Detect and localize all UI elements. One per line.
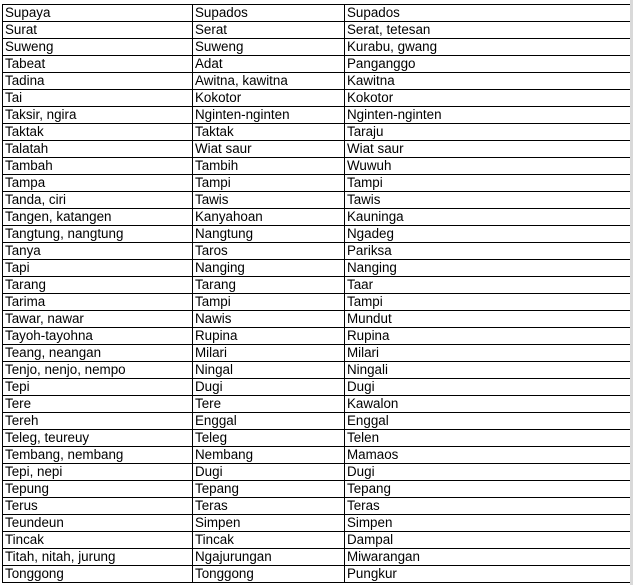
table-cell[interactable]: Tapi	[3, 260, 193, 277]
table-cell[interactable]: Suweng	[3, 39, 193, 56]
table-cell[interactable]: Talatah	[3, 141, 193, 158]
table-row	[3, 39, 631, 56]
table-cell[interactable]: Awitna, kawitna	[193, 73, 345, 90]
table-cell[interactable]: Taktak	[3, 124, 193, 141]
table-cell[interactable]: Tampi	[193, 294, 345, 311]
table-body	[3, 5, 631, 583]
table-header-row	[3, 5, 631, 22]
table-cell[interactable]: Tepi, nepi	[3, 464, 193, 481]
table-cell[interactable]: Rupina	[345, 328, 631, 345]
table-row	[3, 294, 631, 311]
table-cell[interactable]: Tarang	[193, 277, 345, 294]
table-row	[3, 277, 631, 294]
table-cell[interactable]: Tanya	[3, 243, 193, 260]
table-cell[interactable]: Dugi	[193, 379, 345, 396]
table-row	[3, 311, 631, 328]
table-cell[interactable]: Kanyahoan	[193, 209, 345, 226]
table-cell[interactable]: Tere	[193, 396, 345, 413]
table-cell[interactable]: Kokotor	[193, 90, 345, 107]
table-cell[interactable]: Mamaos	[345, 447, 631, 464]
table-cell[interactable]: Tepung	[3, 481, 193, 498]
table-cell[interactable]: Dugi	[345, 464, 631, 481]
table-row	[3, 90, 631, 107]
table-cell[interactable]: Tambah	[3, 158, 193, 175]
table-row	[3, 124, 631, 141]
table-cell[interactable]: Milari	[345, 345, 631, 362]
table-cell[interactable]: Teleg, teureuy	[3, 430, 193, 447]
table-cell[interactable]: Terus	[3, 498, 193, 515]
table-row	[3, 447, 631, 464]
table-row	[3, 413, 631, 430]
table-row	[3, 56, 631, 73]
table-cell[interactable]: Teundeun	[3, 515, 193, 532]
table-row	[3, 566, 631, 583]
table-cell[interactable]: Enggal	[193, 413, 345, 430]
table-cell[interactable]: Tadina	[3, 73, 193, 90]
table-cell[interactable]: Mundut	[345, 311, 631, 328]
table-cell[interactable]: Kokotor	[345, 90, 631, 107]
table-row	[3, 209, 631, 226]
table-row	[3, 396, 631, 413]
table-cell[interactable]: Nawis	[193, 311, 345, 328]
table-row	[3, 226, 631, 243]
table-cell[interactable]: Tepang	[193, 481, 345, 498]
table-cell[interactable]: Taros	[193, 243, 345, 260]
table-row	[3, 107, 631, 124]
table-cell[interactable]: Tincak	[193, 532, 345, 549]
table-cell[interactable]: Tawar, nawar	[3, 311, 193, 328]
table-cell[interactable]: Tenjo, nenjo, nempo	[3, 362, 193, 379]
table-cell[interactable]: Surat	[3, 22, 193, 39]
table-cell[interactable]: Taar	[345, 277, 631, 294]
vocabulary-table	[2, 4, 630, 583]
table-cell[interactable]: Titah, nitah, jurung	[3, 549, 193, 566]
table-cell[interactable]: Tereh	[3, 413, 193, 430]
table-cell[interactable]: Wuwuh	[345, 158, 631, 175]
table-cell[interactable]: Tangtung, nangtung	[3, 226, 193, 243]
table-cell[interactable]: Taktak	[193, 124, 345, 141]
table-cell[interactable]: Teras	[193, 498, 345, 515]
table-cell[interactable]: Miwarangan	[345, 549, 631, 566]
table-row	[3, 141, 631, 158]
table-cell[interactable]: Tawis	[345, 192, 631, 209]
table-cell[interactable]: Tawis	[193, 192, 345, 209]
table-cell[interactable]: Serat, tetesan	[345, 22, 631, 39]
table-row	[3, 362, 631, 379]
table-cell[interactable]: Ningali	[345, 362, 631, 379]
table-cell[interactable]: Tepang	[345, 481, 631, 498]
table-cell[interactable]: Teras	[345, 498, 631, 515]
table-cell[interactable]: Telen	[345, 430, 631, 447]
table-row	[3, 498, 631, 515]
table-row	[3, 549, 631, 566]
table-cell[interactable]: Pungkur	[345, 566, 631, 583]
table-row	[3, 192, 631, 209]
table-cell[interactable]: Ngajurungan	[193, 549, 345, 566]
table-cell[interactable]: Kawitna	[345, 73, 631, 90]
table-row	[3, 464, 631, 481]
table-cell[interactable]: Tepi	[3, 379, 193, 396]
table-cell[interactable]: Taraju	[345, 124, 631, 141]
table-cell[interactable]: Nginten-nginten	[193, 107, 345, 124]
table-row	[3, 260, 631, 277]
table-cell[interactable]: Kawalon	[345, 396, 631, 413]
header-cell[interactable]: Supados	[345, 5, 631, 22]
table-cell[interactable]: Nangtung	[193, 226, 345, 243]
table-cell[interactable]: Simpen	[345, 515, 631, 532]
table-cell[interactable]: Ningal	[193, 362, 345, 379]
table-cell[interactable]: Pariksa	[345, 243, 631, 260]
table-cell[interactable]: Tai	[3, 90, 193, 107]
table-row	[3, 379, 631, 396]
table-cell[interactable]: Teleg	[193, 430, 345, 447]
table-cell[interactable]: Tembang, nembang	[3, 447, 193, 464]
table-row	[3, 175, 631, 192]
table-row	[3, 158, 631, 175]
table-cell[interactable]: Wiat saur	[345, 141, 631, 158]
table-cell[interactable]: Tampa	[3, 175, 193, 192]
table-cell[interactable]: Nginten-nginten	[345, 107, 631, 124]
table-cell[interactable]: Wiat saur	[193, 141, 345, 158]
header-cell[interactable]: Supados	[193, 5, 345, 22]
table-cell[interactable]: Teang, neangan	[3, 345, 193, 362]
table-row	[3, 243, 631, 260]
table-cell[interactable]: Rupina	[193, 328, 345, 345]
table-row	[3, 73, 631, 90]
table-row	[3, 430, 631, 447]
table-cell[interactable]: Adat	[193, 56, 345, 73]
table-cell[interactable]: Ngadeg	[345, 226, 631, 243]
table-cell[interactable]: Tayoh-tayohna	[3, 328, 193, 345]
table-cell[interactable]: Nanging	[345, 260, 631, 277]
spreadsheet-area	[2, 4, 630, 584]
table-cell[interactable]: Tarang	[3, 277, 193, 294]
table-row	[3, 515, 631, 532]
table-cell[interactable]: Enggal	[345, 413, 631, 430]
table-cell[interactable]: Tampi	[193, 175, 345, 192]
table-row	[3, 345, 631, 362]
table-cell[interactable]: Tonggong	[3, 566, 193, 583]
table-cell[interactable]: Tarima	[3, 294, 193, 311]
table-row	[3, 532, 631, 549]
table-cell[interactable]: Milari	[193, 345, 345, 362]
table-cell[interactable]: Nembang	[193, 447, 345, 464]
table-cell[interactable]: Dampal	[345, 532, 631, 549]
table-cell[interactable]: Panganggo	[345, 56, 631, 73]
table-cell[interactable]: Tincak	[3, 532, 193, 549]
table-cell[interactable]: Tonggong	[193, 566, 345, 583]
table-cell[interactable]: Tanda, ciri	[3, 192, 193, 209]
table-cell[interactable]: Tampi	[345, 175, 631, 192]
table-cell[interactable]: Tabeat	[3, 56, 193, 73]
table-cell[interactable]: Kauninga	[345, 209, 631, 226]
table-cell[interactable]: Serat	[193, 22, 345, 39]
table-row	[3, 481, 631, 498]
table-cell[interactable]: Tambih	[193, 158, 345, 175]
table-cell[interactable]: Tere	[3, 396, 193, 413]
table-cell[interactable]: Dugi	[345, 379, 631, 396]
table-cell[interactable]: Tampi	[345, 294, 631, 311]
table-cell[interactable]: Dugi	[193, 464, 345, 481]
table-row	[3, 22, 631, 39]
table-row	[3, 328, 631, 345]
header-cell[interactable]: Supaya	[3, 5, 193, 22]
table-cell[interactable]: Simpen	[193, 515, 345, 532]
table-cell[interactable]: Tangen, katangen	[3, 209, 193, 226]
table-cell[interactable]: Nanging	[193, 260, 345, 277]
table-cell[interactable]: Kurabu, gwang	[345, 39, 631, 56]
table-cell[interactable]: Suweng	[193, 39, 345, 56]
table-cell[interactable]: Taksir, ngira	[3, 107, 193, 124]
